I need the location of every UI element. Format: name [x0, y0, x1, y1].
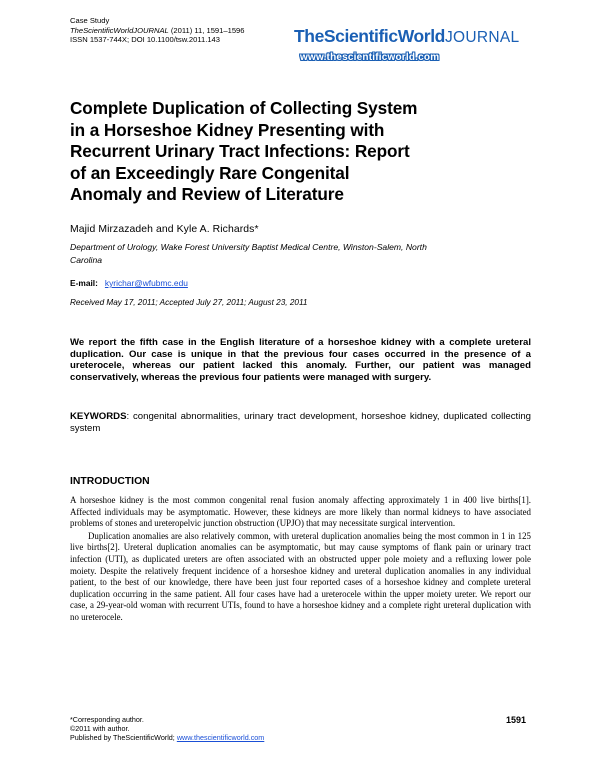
affiliation: Department of Urology, Wake Forest University Baptist Medical Centre, Winston-Salem, North Carolina — [70, 242, 427, 265]
issn-doi: ISSN 1537-744X; DOI 10.1100/tsw.2011.143 — [70, 35, 221, 45]
email-link[interactable]: kyrichar@wfubmc.edu — [104, 278, 188, 288]
citation-details: (2011) 11, 1591–1596 — [170, 25, 245, 35]
article-type: Case Study — [70, 16, 110, 25]
keywords-text: : congenital abnormalities, urinary tract development, horseshoe kidney, duplicated collecting system — [70, 411, 531, 434]
article-title — [70, 98, 470, 206]
logo-journal-word: JOURNAL — [444, 29, 520, 46]
page-number: 1591 — [506, 715, 527, 725]
journal-citation — [70, 26, 244, 36]
logo-brand: TheScientificWorld — [294, 26, 445, 46]
email-line — [70, 278, 188, 288]
journal-logo — [294, 26, 519, 47]
publisher-link[interactable]: www.thescientificworld.com — [176, 732, 265, 742]
footnote — [70, 716, 264, 742]
article-dates: Received May 17, 2011; Accepted July 27, 2011; August 23, 2011 — [70, 298, 308, 307]
publisher-note — [70, 734, 264, 743]
paragraph: A horseshoe kidney is the most common congenital renal fusion anomaly affecting approximately 1 in 400 live births[1]. Affected individuals may be asymptomatic. However, these kidneys are more likely than normal kidneys to have associated problems of stones and ureteropelvic junction obstruction (UPJO) that may necessitate surgical intervention. — [70, 495, 531, 529]
journal-name: TheScientificWorldJOURNAL — [70, 25, 169, 35]
title-line: Complete Duplication of Collecting System — [70, 98, 418, 118]
publisher-text: Published by TheScientificWorld; — [70, 732, 175, 742]
running-header — [70, 16, 244, 45]
corresponding-author-note: *Corresponding author. — [70, 715, 144, 724]
body-text — [70, 495, 531, 625]
keywords — [70, 411, 531, 434]
keywords-label: KEYWORDS — [70, 411, 127, 422]
title-line: in a Horseshoe Kidney Presenting with — [70, 119, 385, 140]
title-line: of an Exceedingly Rare Congenital — [70, 162, 350, 183]
copyright-note: ©2011 with author. — [70, 723, 130, 733]
paragraph: Duplication anomalies are also relatively common, with ureteral duplication anomalies being the most common in 1 in 125 live births[2]. Ureteral duplication anomalies can be asymptomatic, but may cause symptoms of flank pain or urinary tract infection (UTI), as duplicated ureters are often associated with an obstructed upper pole moiety and a refluxing lower pole moiety. Despite the relatively frequent incidence of a horseshoe kidney and ureteral duplication anomalies in any individual patient, to the best of our knowledge, there have been just four reported cases of a horseshoe kidney and complete ureteral duplication occurring in the same patient. All four cases have had a ureterocele within the upper moiety ureter. We report our case, a 29-year-old woman with recurrent UTIs, found to have a horseshoe kidney and a complete right ureteral duplication with no ureterocele. — [70, 530, 531, 622]
abstract: We report the fifth case in the English literature of a horseshoe kidney with a complete ureteral duplication. Our case is unique in that the previous four cases occurred in the presence of a ureterocele, whereas our patient lacked this anomaly. Further, our patient was managed conservatively, whereas the previous four patients were managed with surgery. — [70, 337, 531, 383]
authors: Majid Mirzazadeh and Kyle A. Richards* — [70, 224, 259, 235]
logo-url: www.thescientificworld.com — [300, 52, 440, 63]
title-line: Anomaly and Review of Literature — [70, 184, 344, 204]
title-line: Recurrent Urinary Tract Infections: Report — [70, 141, 410, 161]
section-heading: INTRODUCTION — [70, 476, 150, 487]
email-label: E-mail: — [70, 278, 98, 288]
